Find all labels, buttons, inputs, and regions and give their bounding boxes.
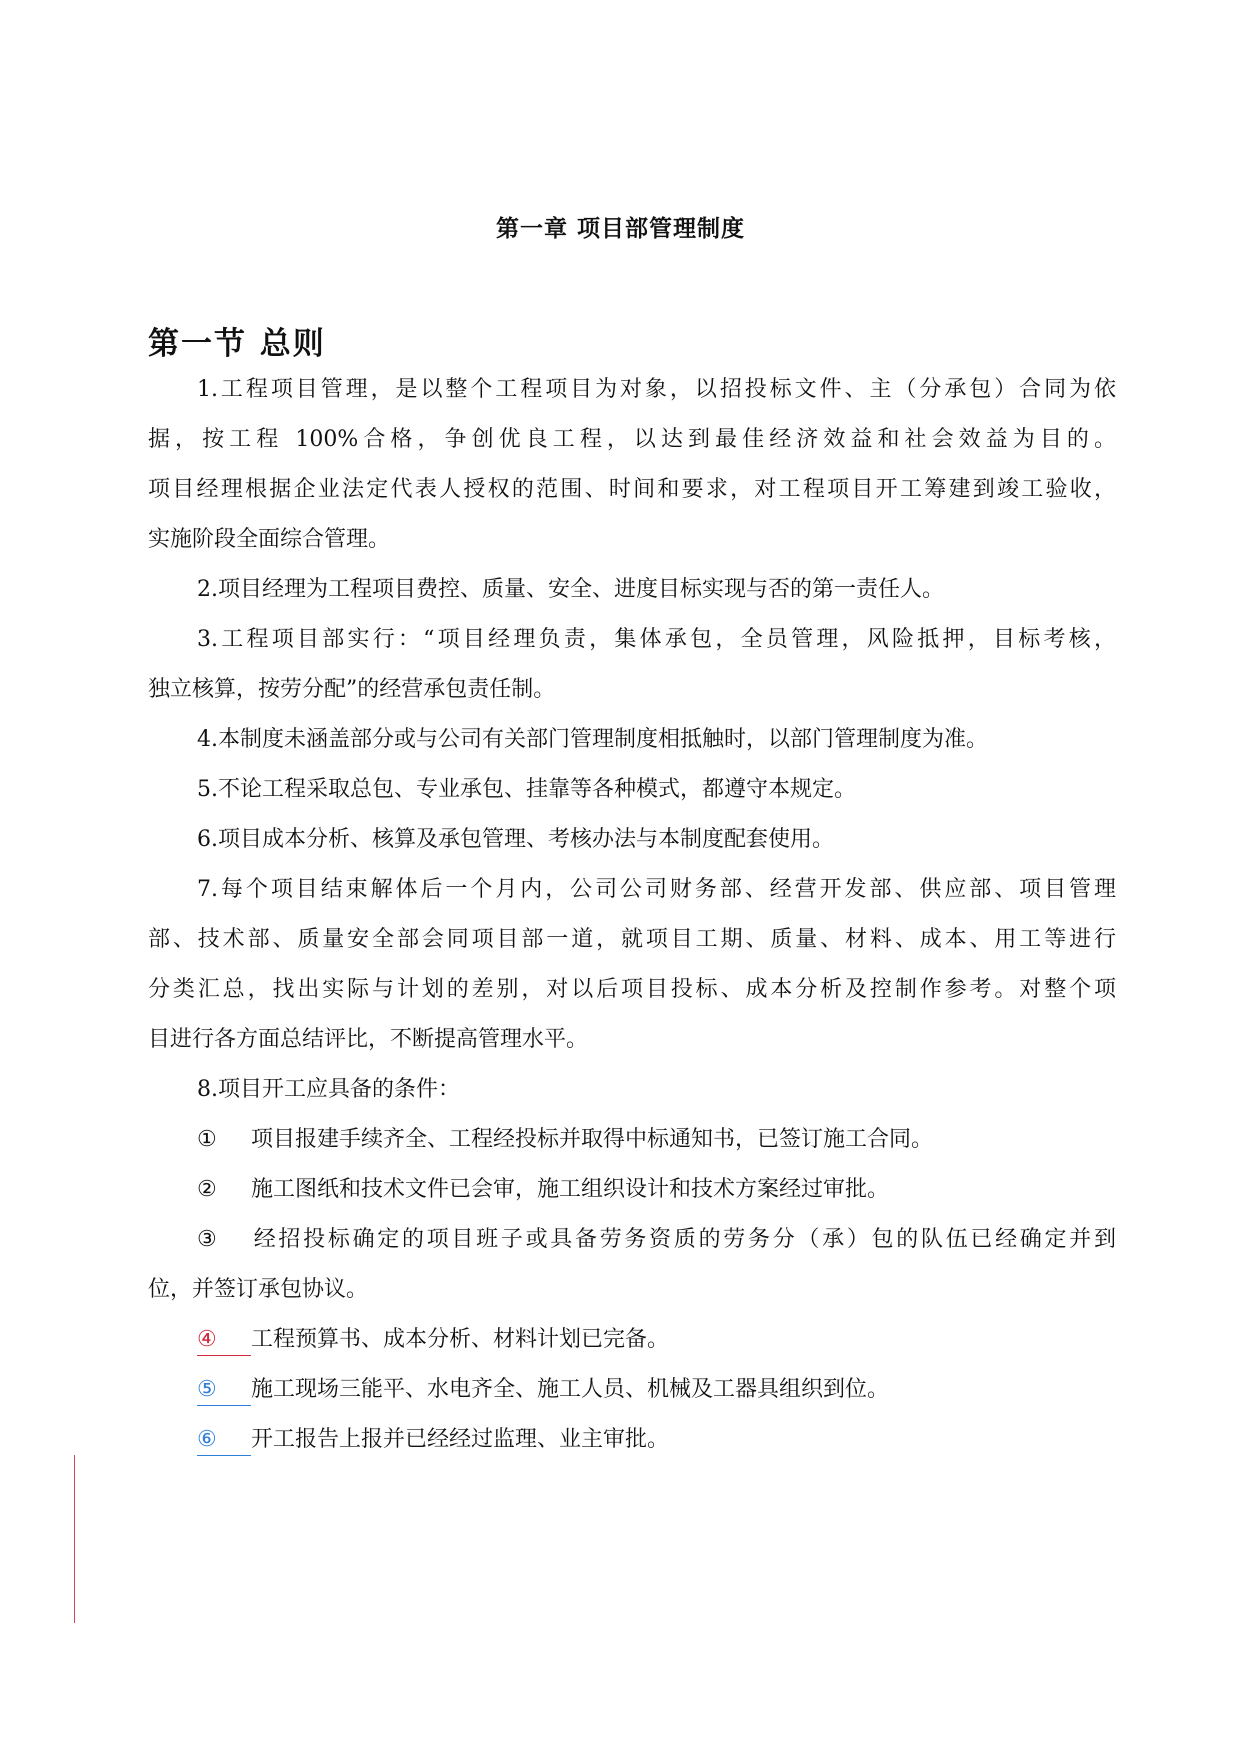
- condition-item-revised: [148, 1375, 1116, 1406]
- revision-change-bar: [74, 1455, 75, 1623]
- condition-text: 工程预算书、成本分析、材料计划已完备。: [251, 1327, 670, 1352]
- paragraph-7-line-3: 分类汇总，找出实际与计划的差别，对以后项目投标、成本分析及控制作参考。对整个项: [148, 977, 1116, 1002]
- paragraph-7-line-1: 7.每个项目结束解体后一个月内，公司公司财务部、经营开发部、供应部、项目管理: [197, 877, 1116, 902]
- paragraph-6: 6.项目成本分析、核算及承包管理、考核办法与本制度配套使用。: [197, 827, 834, 852]
- paragraph-1-line-2: 据，按工程 100%合格，争创优良工程，以达到最佳经济效益和社会效益为目的。: [148, 427, 1116, 452]
- condition-item: [148, 1175, 1116, 1205]
- revision-number-blue: ⑤: [197, 1375, 251, 1406]
- paragraph-8: 8.项目开工应具备的条件：: [197, 1077, 460, 1102]
- paragraph-2: 2.项目经理为工程项目费控、质量、安全、进度目标实现与否的第一责任人。: [197, 577, 944, 602]
- condition-text: 开工报告上报并已经经过监理、业主审批。: [251, 1427, 670, 1452]
- chapter-title: 第一章 项目部管理制度: [495, 216, 745, 242]
- paragraph-3-line-2: 独立核算，按劳分配”的经营承包责任制。: [148, 677, 556, 702]
- condition-item-revised: [148, 1425, 1116, 1456]
- paragraph-1-line-3: 项目经理根据企业法定代表人授权的范围、时间和要求，对工程项目开工筹建到竣工验收，: [148, 477, 1116, 502]
- condition-item: [148, 1225, 1116, 1255]
- paragraph-4: 4.本制度未涵盖部分或与公司有关部门管理制度相抵触时，以部门管理制度为准。: [197, 727, 988, 752]
- condition-text: 施工现场三能平、水电齐全、施工人员、机械及工器具组织到位。: [251, 1377, 890, 1402]
- condition-item: [148, 1125, 1116, 1155]
- condition-number: ③: [197, 1227, 217, 1252]
- paragraph-3-line-1: 3.工程项目部实行：“项目经理负责，集体承包，全员管理，风险抵押，目标考核，: [197, 627, 1116, 652]
- paragraph-1-line-1: 1.工程项目管理，是以整个工程项目为对象，以招投标文件、主（分承包）合同为依: [197, 377, 1116, 402]
- condition-item-revised: [148, 1325, 1116, 1356]
- revision-number-blue: ⑥: [197, 1425, 251, 1456]
- revision-number-red: ④: [197, 1325, 251, 1356]
- condition-number: ②: [197, 1177, 217, 1202]
- condition-text: 经招投标确定的项目班子或具备劳务资质的劳务分（承）包的队伍已经确定并到: [251, 1227, 1116, 1252]
- condition-text: 施工图纸和技术文件已会审，施工组织设计和技术方案经过审批。: [251, 1177, 890, 1202]
- paragraph-5: 5.不论工程采取总包、专业承包、挂靠等各种模式，都遵守本规定。: [197, 777, 856, 802]
- condition-text: 项目报建手续齐全、工程经投标并取得中标通知书，已签订施工合同。: [251, 1127, 934, 1152]
- condition-3-continuation: 位，并签订承包协议。: [148, 1277, 369, 1302]
- paragraph-1-line-4: 实施阶段全面综合管理。: [148, 527, 391, 552]
- paragraph-7-line-4: 目进行各方面总结评比，不断提高管理水平。: [148, 1027, 589, 1052]
- condition-number: ①: [197, 1127, 217, 1152]
- section-title: 第一节 总则: [148, 326, 326, 362]
- paragraph-7-line-2: 部、技术部、质量安全部会同项目部一道，就项目工期、质量、材料、成本、用工等进行: [148, 927, 1116, 952]
